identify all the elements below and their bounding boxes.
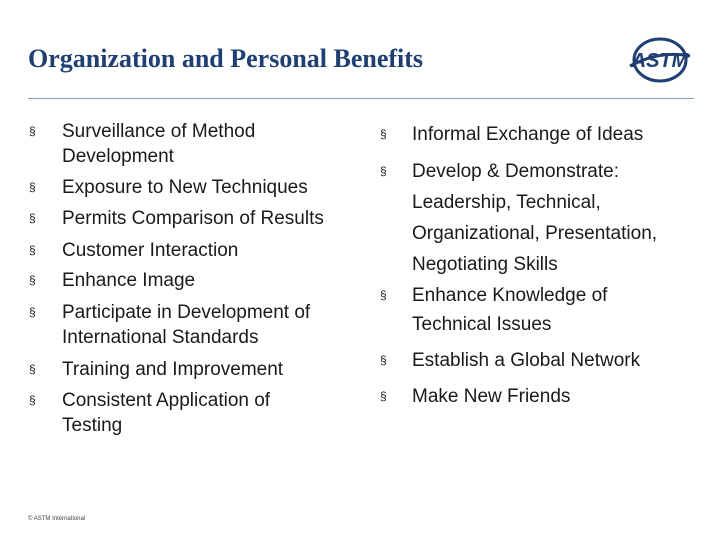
svg-text:ASTM: ASTM bbox=[631, 50, 689, 72]
bullet-icon: § bbox=[29, 211, 36, 225]
bullet-icon: § bbox=[29, 393, 36, 407]
bullet-icon: § bbox=[380, 288, 387, 302]
bullet-icon: § bbox=[29, 305, 36, 319]
bullet-icon: § bbox=[29, 180, 36, 194]
bullet-icon: § bbox=[380, 127, 387, 141]
bullet-icon: § bbox=[29, 362, 36, 376]
bullet-icon: § bbox=[29, 273, 36, 287]
slide-title: Organization and Personal Benefits bbox=[28, 44, 424, 73]
bullet-icon: § bbox=[29, 124, 36, 138]
copyright-footer: © ASTM International bbox=[28, 516, 86, 522]
bullet-icon: § bbox=[380, 389, 387, 403]
bullet-icon: § bbox=[380, 164, 387, 178]
bullet-icon: § bbox=[29, 243, 36, 257]
title-divider bbox=[28, 98, 694, 99]
bullet-icon: § bbox=[380, 353, 387, 367]
astm-logo-icon bbox=[628, 36, 692, 84]
